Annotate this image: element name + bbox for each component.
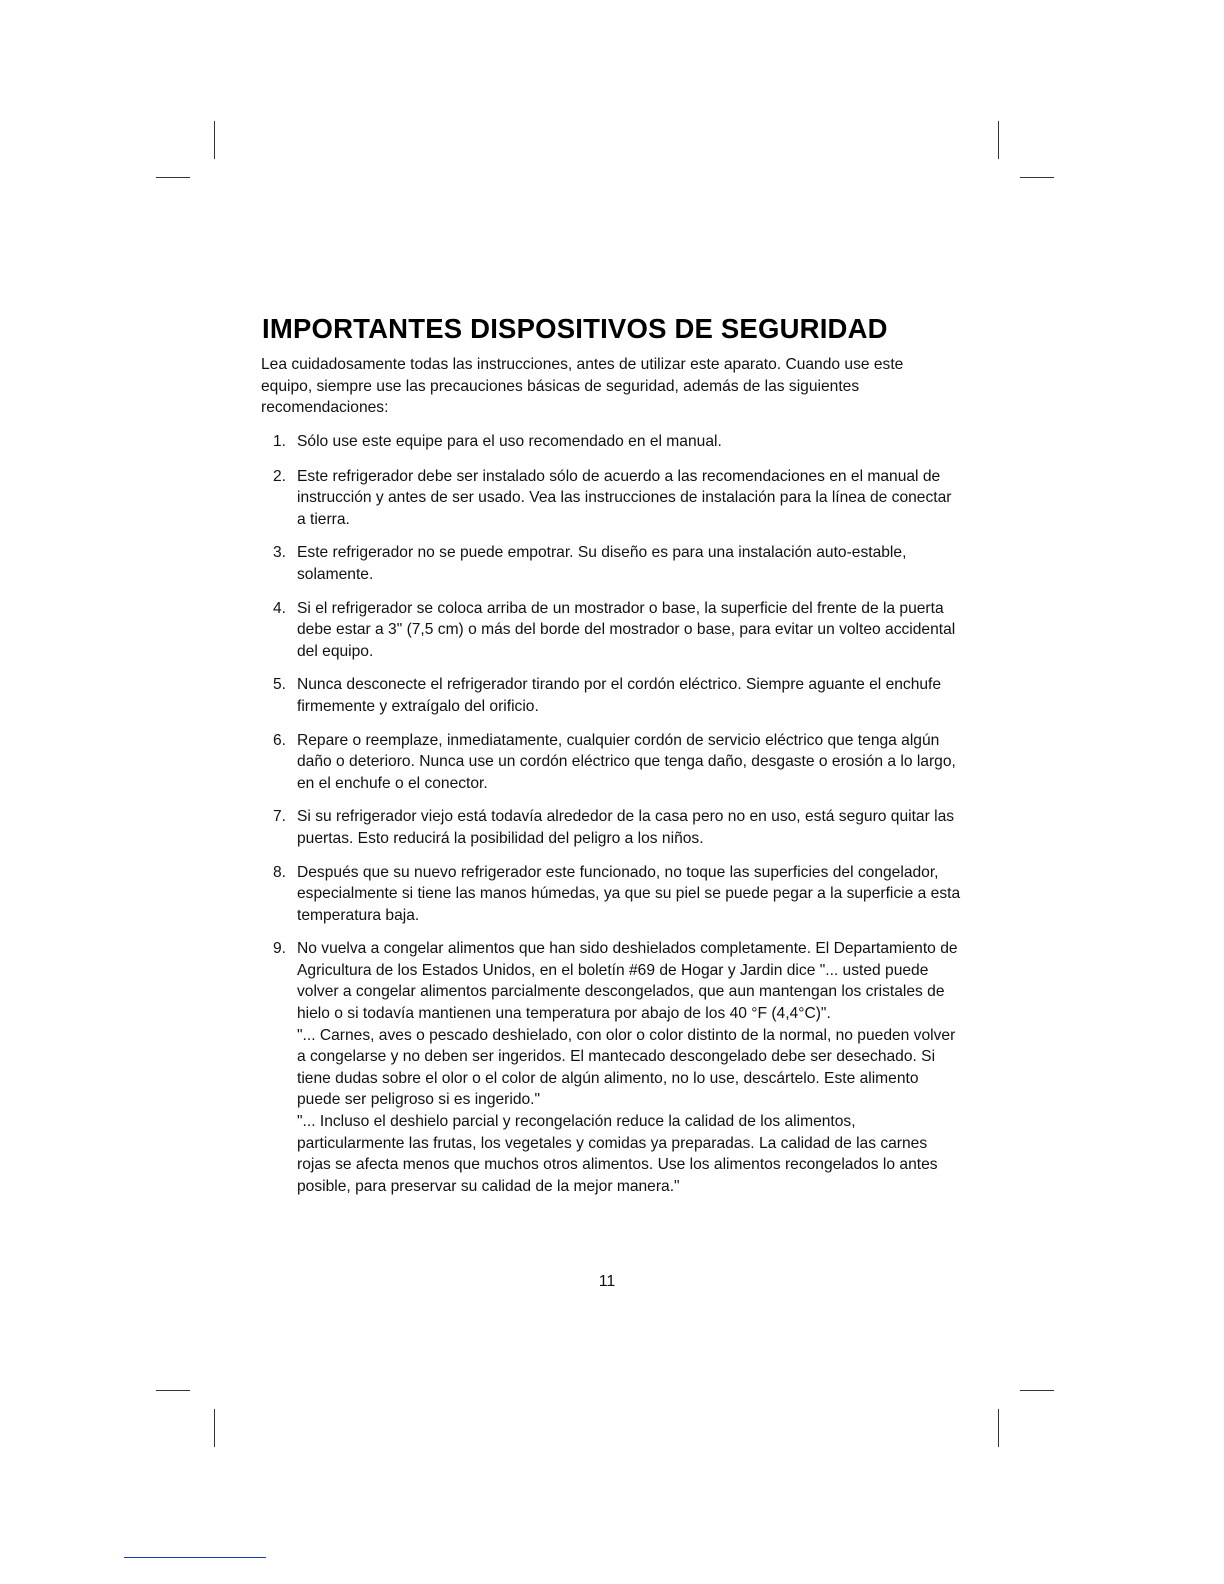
item-text: Sólo use este equipe para el uso recomendado en el manual. xyxy=(297,433,722,450)
item-number: 5. xyxy=(273,676,287,694)
list-item xyxy=(261,674,961,717)
list-item xyxy=(261,730,961,795)
crop-mark-top-left-vertical xyxy=(214,121,215,159)
crop-mark-bottom-right-vertical xyxy=(998,1409,999,1447)
bottom-link-underline xyxy=(124,1557,266,1558)
intro-paragraph: Lea cuidadosamente todas las instrucciones, antes de utilizar este aparato. Cuando use este equipo, siempre use las precauciones básicas de seguridad, además de las siguientes recomendaciones: xyxy=(261,356,904,417)
safety-instructions-list xyxy=(261,431,961,1197)
list-item xyxy=(261,431,961,453)
item-text: Nunca desconecte el refrigerador tirando por el cordón eléctrico. Siempre aguante el enchufe firmemente y extraígalo del orificio. xyxy=(297,676,942,715)
item-text: Este refrigerador no se puede empotrar. Su diseño es para una instalación auto-estable, solamente. xyxy=(297,544,907,583)
item-number: 9. xyxy=(273,940,287,958)
item-number: 3. xyxy=(273,544,287,562)
crop-mark-bottom-left-vertical xyxy=(214,1409,215,1447)
item-number: 1. xyxy=(273,433,287,450)
item-text: Este refrigerador debe ser instalado sólo de acuerdo a las recomendaciones en el manual de instrucción y antes de ser usado. Vea las instrucciones de instalación para la línea de conectar a tierra. xyxy=(297,467,952,528)
item-text: Después que su nuevo refrigerador este funcionado, no toque las superficies del congelador, especialmente si tiene las manos húmedas, ya que su piel se puede pegar a la superficie a esta temperatura baja. xyxy=(297,863,961,924)
list-item xyxy=(261,938,961,1197)
list-item xyxy=(261,598,961,663)
list-item xyxy=(261,466,961,531)
item-number: 2. xyxy=(273,467,287,485)
crop-mark-bottom-right-horizontal xyxy=(1020,1390,1054,1391)
crop-mark-top-right-horizontal xyxy=(1020,177,1054,178)
page-number: 11 xyxy=(598,1273,616,1290)
crop-mark-top-right-vertical xyxy=(998,121,999,159)
crop-mark-bottom-left-horizontal xyxy=(156,1390,190,1391)
item-number: 6. xyxy=(273,731,287,749)
item-number: 8. xyxy=(273,863,287,881)
item-text: No vuelva a congelar alimentos que han sido deshielados completamente. El Departamiento de Agricultura de los Estados Unidos, en el boletín #69 de Hogar y Jardin dice "... usted puede volver a congelar alimentos parcialmente descongelados, que aun mantengan los cristales de hielo o si todavía mantienen una temperatura por abajo de los 40 °F (4,4°C)". "... Carnes, aves o pescado deshielado, con olor o color distinto de la normal, no pueden volver a congelarse y no deben ser ingeridos. El mantecado descongelado debe ser desechado. Si tiene dudas sobre el olor o el color de algún alimento, no lo use, descártelo. Este alimento puede ser peligroso si es ingerido." "... Incluso el deshielo parcial y recongelación reduce la calidad de los alimentos, particularmente las frutas, los vegetales y comidas ya preparadas. La calidad de las carnes rojas se afecta menos que muchos otros alimentos. Use los alimentos recongelados lo antes posible, para preservar su calidad de la mejor manera." xyxy=(297,940,958,1195)
item-text: Repare o reemplaze, inmediatamente, cualquier cordón de servicio eléctrico que tenga algún daño o deterioro. Nunca use un cordón eléctrico que tenga daño, desgaste o erosión a lo largo, en el enchufe o el conector. xyxy=(297,731,956,792)
item-number: 4. xyxy=(273,599,287,617)
list-item xyxy=(261,542,961,585)
item-text: Si su refrigerador viejo está todavía alrededor de la casa pero no en uso, está seguro quitar las puertas. Esto reducirá la posibilidad del peligro a los niños. xyxy=(297,808,955,847)
page-title: IMPORTANTES DISPOSITIVOS DE SEGURIDAD xyxy=(262,313,888,344)
crop-mark-top-left-horizontal xyxy=(156,177,190,178)
list-item xyxy=(261,806,961,849)
item-text: Si el refrigerador se coloca arriba de un mostrador o base, la superficie del frente de la puerta debe estar a 3" (7,5 cm) o más del borde del mostrador o base, para evitar un volteo accidental del equipo. xyxy=(297,599,956,660)
item-number: 7. xyxy=(273,808,287,826)
list-item xyxy=(261,862,961,927)
